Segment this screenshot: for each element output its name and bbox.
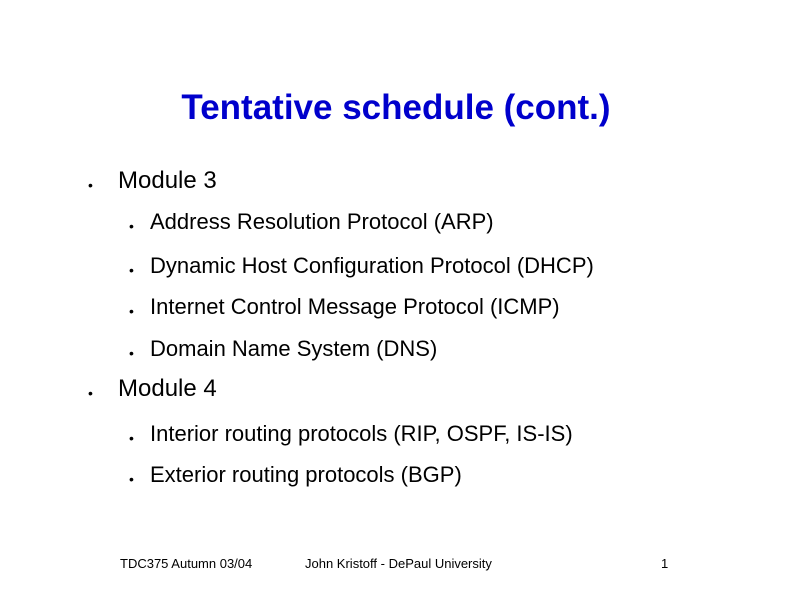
- bullet-label: Module 4: [118, 375, 217, 402]
- bullet-icon: •: [129, 262, 134, 278]
- bullet-icon: •: [129, 430, 134, 446]
- sub-bullet-label: Interior routing protocols (RIP, OSPF, IS-IS): [150, 421, 573, 446]
- bullet-icon: •: [88, 177, 93, 193]
- sub-bullet-label: Dynamic Host Configuration Protocol (DHCP): [150, 253, 594, 278]
- sub-bullet-label: Exterior routing protocols (BGP): [150, 462, 462, 487]
- bullet-icon: •: [88, 385, 93, 401]
- slide-title: Tentative schedule (cont.): [181, 88, 611, 127]
- footer-page-number: 1: [661, 556, 669, 571]
- footer-author: John Kristoff - DePaul University: [305, 556, 492, 571]
- sub-bullet-label: Address Resolution Protocol (ARP): [150, 209, 494, 234]
- sub-bullet-label: Domain Name System (DNS): [150, 336, 438, 361]
- bullet-label: Module 3: [118, 167, 217, 194]
- sub-bullet-label: Internet Control Message Protocol (ICMP): [150, 294, 560, 319]
- bullet-icon: •: [129, 303, 134, 319]
- footer-course: TDC375 Autumn 03/04: [120, 556, 253, 571]
- bullet-icon: •: [129, 218, 134, 234]
- bullet-icon: •: [129, 345, 134, 361]
- bullet-icon: •: [129, 471, 134, 487]
